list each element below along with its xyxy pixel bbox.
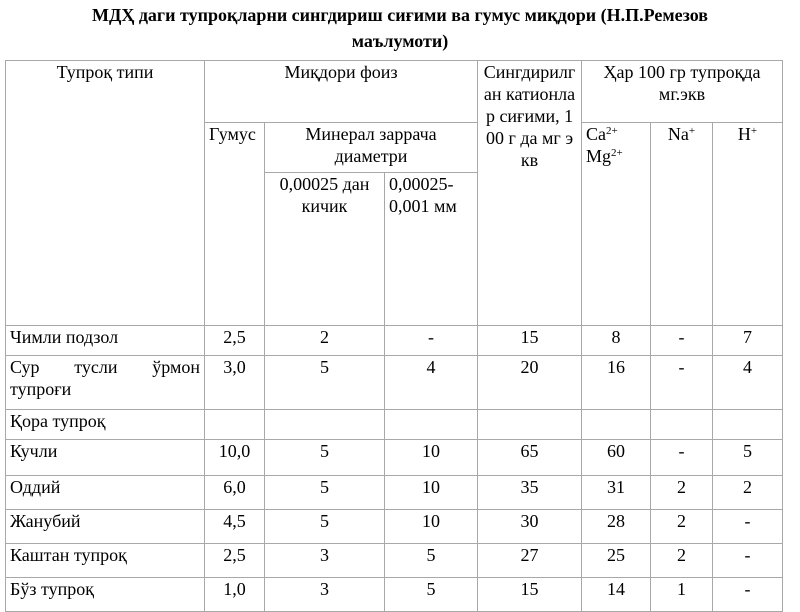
ca-mg-value: 16	[582, 356, 651, 410]
soil-group-name: Қора тупроқ	[6, 410, 205, 440]
header-h	[713, 123, 783, 326]
empty-cell	[582, 410, 651, 440]
diameter-small-value: 2	[265, 326, 385, 356]
ca-mg-value: 14	[582, 578, 651, 612]
diameter-range-value: 10	[385, 510, 478, 544]
humus-value: 10,0	[205, 440, 265, 476]
soil-name: Жанубий	[6, 510, 205, 544]
soil-data-table	[5, 60, 783, 612]
h-value: 7	[713, 326, 783, 356]
diameter-range-value: 10	[385, 476, 478, 510]
header-ca-mg	[582, 123, 651, 326]
mg-charge: 2+	[611, 147, 623, 159]
soil-name: Бўз тупроқ	[6, 578, 205, 612]
table-row	[6, 326, 783, 356]
humus-value: 6,0	[205, 476, 265, 510]
diameter-range-value: 5	[385, 544, 478, 578]
capacity-value: 35	[478, 476, 582, 510]
ca-mg-value: 60	[582, 440, 651, 476]
soil-name: Сур тусли ўрмон тупроғи	[6, 356, 205, 410]
na-value: -	[651, 356, 713, 410]
ca-mg-value: 25	[582, 544, 651, 578]
na-value: -	[651, 326, 713, 356]
ca-symbol: Ca	[586, 124, 607, 144]
header-na	[651, 123, 713, 326]
table-row-group-heading	[6, 410, 783, 440]
ca-charge: 2+	[606, 125, 618, 137]
empty-cell	[205, 410, 265, 440]
na-symbol: Na	[667, 124, 689, 144]
capacity-value: 65	[478, 440, 582, 476]
capacity-value: 30	[478, 510, 582, 544]
soil-name: Чимли подзол	[6, 326, 205, 356]
header-soil-type: Тупроқ типи	[6, 61, 205, 326]
capacity-value: 27	[478, 544, 582, 578]
diameter-range-value: 4	[385, 356, 478, 410]
h-charge: +	[750, 125, 758, 137]
na-value: 2	[651, 544, 713, 578]
table-row	[6, 544, 783, 578]
diameter-range-value: 10	[385, 440, 478, 476]
capacity-value: 15	[478, 326, 582, 356]
table-row	[6, 578, 783, 612]
mg-symbol: Mg	[586, 146, 612, 166]
h-value: 4	[713, 356, 783, 410]
h-symbol: H	[737, 124, 751, 144]
diameter-range-value: -	[385, 326, 478, 356]
empty-cell	[265, 410, 385, 440]
document-title	[0, 2, 800, 54]
header-absorbed-cations: Сингдирилган катионлар сиғими, 100 г да мг экв	[478, 61, 582, 326]
humus-value: 1,0	[205, 578, 265, 612]
ca-mg-value: 31	[582, 476, 651, 510]
h-value: 5	[713, 440, 783, 476]
capacity-value: 15	[478, 578, 582, 612]
table-row	[6, 440, 783, 476]
table-row	[6, 510, 783, 544]
na-value: 2	[651, 510, 713, 544]
empty-cell	[713, 410, 783, 440]
humus-value: 2,5	[205, 544, 265, 578]
soil-name: Каштан тупроқ	[6, 544, 205, 578]
capacity-value: 20	[478, 356, 582, 410]
ca-mg-value: 8	[582, 326, 651, 356]
soil-name: Кучли	[6, 440, 205, 476]
empty-cell	[385, 410, 478, 440]
diameter-range-value: 5	[385, 578, 478, 612]
h-value: -	[713, 510, 783, 544]
na-value: 1	[651, 578, 713, 612]
title-line-1: МДҲ даги тупроқларни сингдириш сиғими ва гумус миқдори (Н.П.Ремезов	[91, 5, 709, 25]
header-amount-percent: Миқдори фоиз	[205, 61, 478, 123]
soil-name: Оддий	[6, 476, 205, 510]
na-value: 2	[651, 476, 713, 510]
diameter-small-value: 5	[265, 476, 385, 510]
diameter-small-value: 5	[265, 440, 385, 476]
diameter-small-value: 3	[265, 544, 385, 578]
humus-value: 2,5	[205, 326, 265, 356]
title-line-2: маълумоти)	[351, 31, 449, 51]
header-per-100g: Ҳар 100 гр тупроқда мг.экв	[582, 61, 783, 123]
ca-mg-value: 28	[582, 510, 651, 544]
humus-value: 4,5	[205, 510, 265, 544]
header-humus: Гумус	[205, 123, 265, 326]
header-diameter-range: 0,00025-0,001 мм	[385, 173, 478, 326]
h-value: -	[713, 578, 783, 612]
diameter-small-value: 3	[265, 578, 385, 612]
header-diameter-small: 0,00025 дан кичик	[265, 173, 385, 326]
table-row	[6, 476, 783, 510]
na-charge: +	[688, 125, 696, 137]
empty-cell	[651, 410, 713, 440]
humus-value: 3,0	[205, 356, 265, 410]
diameter-small-value: 5	[265, 510, 385, 544]
empty-cell	[478, 410, 582, 440]
header-mineral-diameter: Минерал заррача диаметри	[265, 123, 478, 173]
h-value: 2	[713, 476, 783, 510]
h-value: -	[713, 544, 783, 578]
diameter-small-value: 5	[265, 356, 385, 410]
table-row	[6, 356, 783, 410]
na-value: -	[651, 440, 713, 476]
